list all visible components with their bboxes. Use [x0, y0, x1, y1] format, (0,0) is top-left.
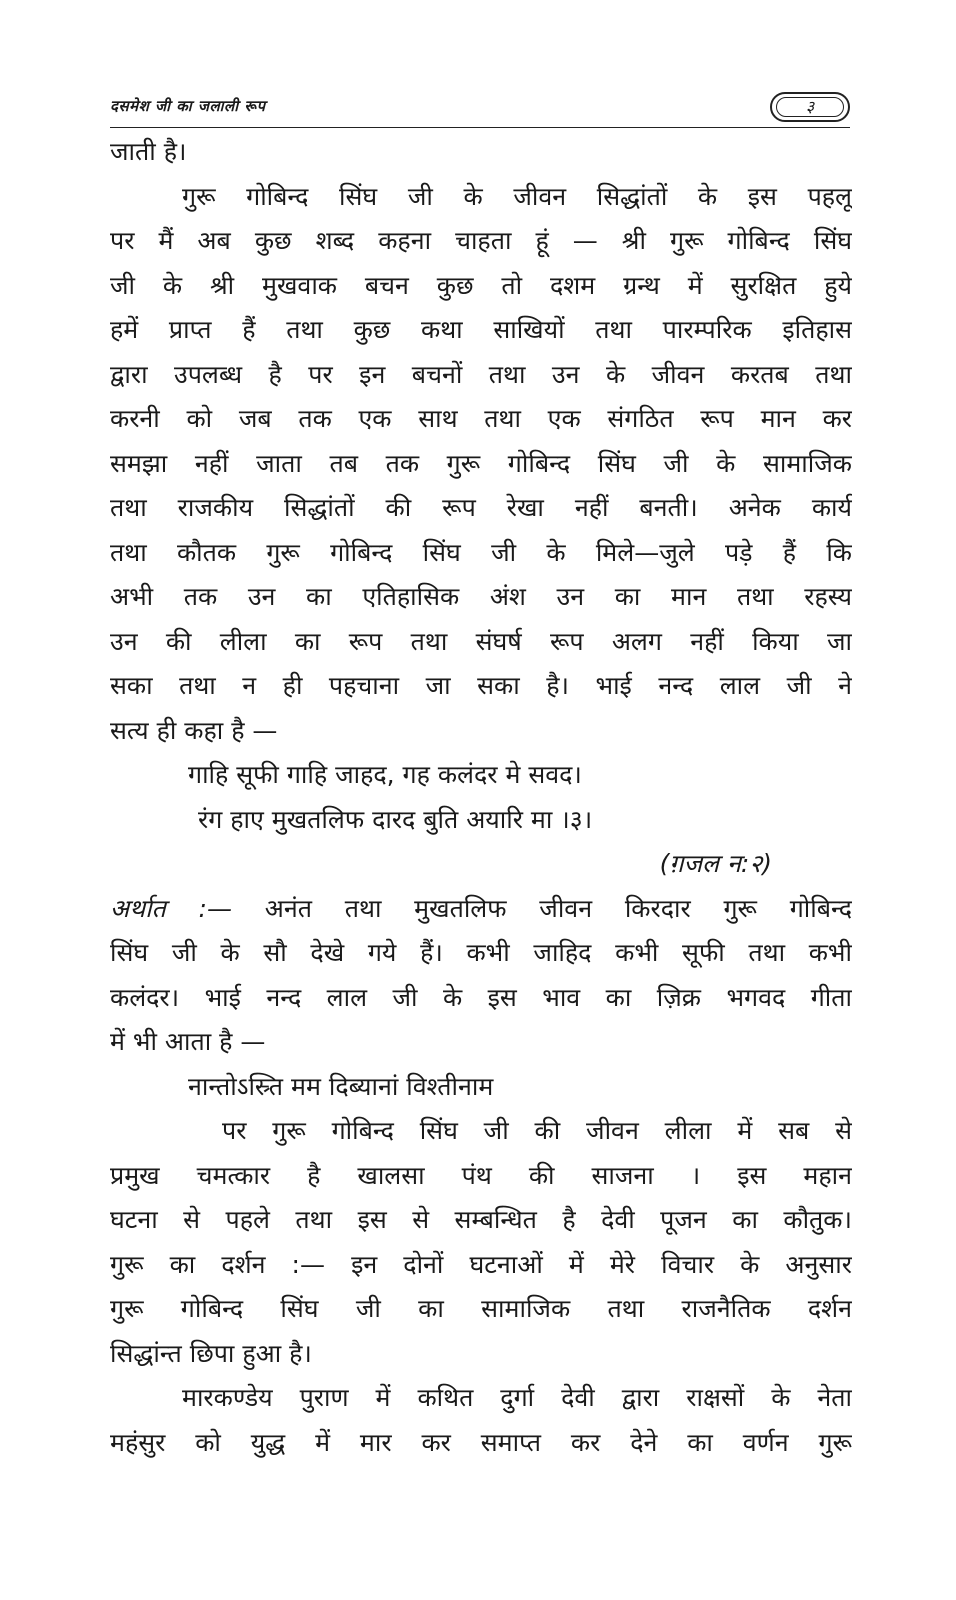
text-line: घटना से पहले तथा इस से सम्बन्धित है देवी पूजन का कौतुक। — [110, 1205, 852, 1234]
text-line: कलंदर। भाई नन्द लाल जी के इस भाव का ज़िक्र भगवद गीता — [110, 982, 852, 1012]
running-header — [110, 92, 850, 128]
text-line: जाती है। — [110, 137, 187, 166]
page-number: ३ — [770, 92, 850, 122]
text-line: सका तथा न ही पहचाना जा सका है। भाई नन्द लाल जी ने — [110, 671, 852, 700]
body-text — [110, 130, 852, 1465]
text-line: महंसुर को युद्ध में मार कर समाप्त कर देने का वर्णन गुरू — [110, 1427, 852, 1457]
sanskrit-quote: नान्तोऽस्र्ति मम दिब्यानां विश्तीनाम — [188, 1071, 494, 1101]
text-line: में भी आता है — — [110, 1027, 266, 1056]
text-line: प्रमुख चमत्कार है खालसा पंथ की साजना । इस महान — [110, 1160, 852, 1190]
text-line: पर गुरू गोबिन्द सिंघ जी की जीवन लीला में सब से — [222, 1116, 852, 1145]
text-line: सिंघ जी के सौ देखे गये हैं। कभी जाहिद कभी सूफी तथा कभी — [110, 938, 852, 967]
meaning-label: अर्थात :— — [110, 893, 232, 923]
text-line: अभी तक उन का एतिहासिक अंश उन का मान तथा रहस्य — [110, 582, 852, 611]
text-line: गुरू गोबिन्द सिंघ जी के जीवन सिद्धांतों के इस पहलू — [182, 181, 852, 211]
header-rule — [110, 127, 850, 128]
text-line: जी के श्री मुखवाक बचन कुछ तो दशम ग्रन्थ में सुरक्षित हुये — [110, 270, 852, 300]
text-line: गुरू का दर्शन :— इन दोनों घटनाओं में मेरे विचार के अनुसार — [110, 1249, 852, 1279]
verse-citation: (ग़जल न:२) — [659, 849, 772, 878]
meaning-first-line — [110, 887, 852, 932]
text-line: मारकण्डेय पुराण में कथित दुर्गा देवी द्वारा राक्षसों के नेता — [182, 1383, 852, 1412]
text-line: तथा राजकीय सिद्धांतों की रूप रेखा नहीं बनती। अनेक कार्य — [110, 493, 852, 522]
text-line: द्वारा उपलब्ध है पर इन बचनों तथा उन के जीवन करतब तथा — [110, 359, 852, 389]
text-line: सिद्धांन्त छिपा हुआ है। — [110, 1338, 312, 1368]
text-line: तथा कौतक गुरू गोबिन्द सिंघ जी के मिले—जुले पड़े हैं कि — [110, 537, 852, 567]
verse-line: रंग हाए मुखतलिफ दारद बुति अयारि मा ।३। — [198, 804, 593, 834]
verse-line: गाहि सूफी गाहि जाहद, गह कलंदर मे सवद। — [188, 760, 582, 789]
text-line: करनी को जब तक एक साथ तथा एक संगठित रूप मान कर — [110, 404, 852, 433]
running-title: दसमेश जी का जलाली रूप — [110, 97, 266, 115]
text-line: सत्य ही कहा है — — [110, 715, 278, 745]
text-line: उन की लीला का रूप तथा संघर्ष रूप अलग नहीं किया जा — [110, 626, 852, 656]
text-line: समझा नहीं जाता तब तक गुरू गोबिन्द सिंघ जी के सामाजिक — [110, 448, 852, 478]
meaning-text: अनंत तथा मुखतलिफ जीवन किरदार गुरू गोबिन्द — [264, 893, 852, 923]
text-line: पर मैं अब कुछ शब्द कहना चाहता हूं — श्री गुरू गोबिन्द सिंघ — [110, 226, 852, 255]
text-line: हमें प्राप्त हैं तथा कुछ कथा साखियों तथा पारम्परिक इतिहास — [110, 315, 852, 344]
text-line: गुरू गोबिन्द सिंघ जी का सामाजिक तथा राजनैतिक दर्शन — [110, 1294, 852, 1323]
